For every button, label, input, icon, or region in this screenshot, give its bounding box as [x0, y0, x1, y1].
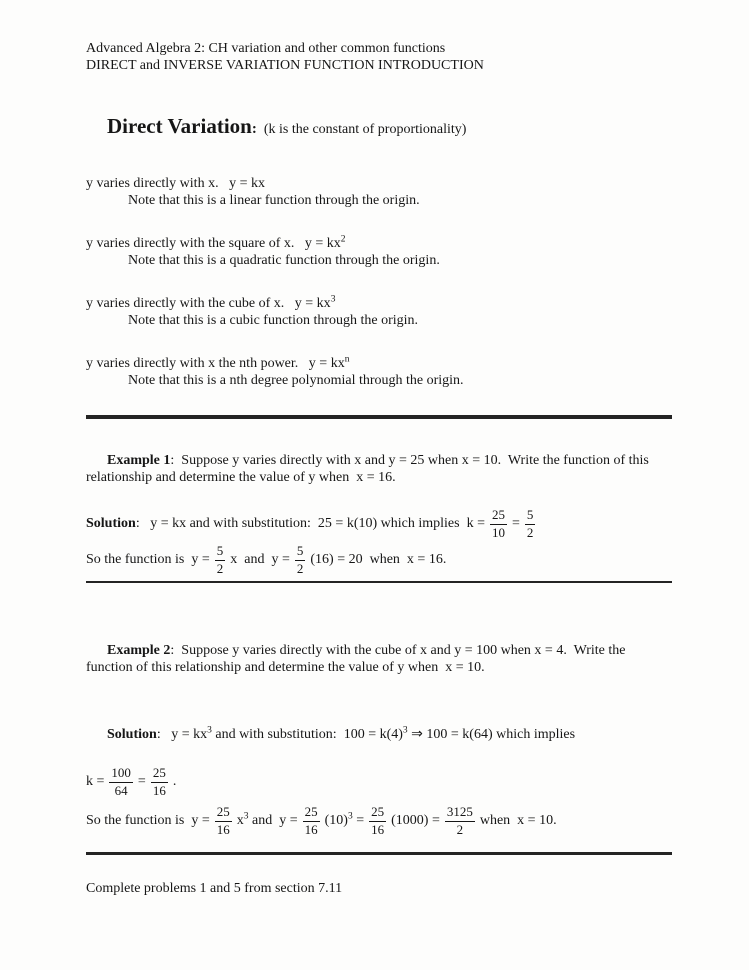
header-line-2: DIRECT and INVERSE VARIATION FUNCTION INTRODUCTION [86, 58, 484, 73]
variation-statement: y varies directly with x. y = kx [86, 176, 265, 191]
example1-prompt-text: : Suppose y varies directly with x and y = 25 when x = 10. Write the function of this relationship and determine the value of y when x = 16. [86, 453, 653, 485]
exponent: 2 [340, 234, 346, 245]
footer-instruction: Complete problems 1 and 5 from section 7.11 [86, 881, 343, 896]
solution-label: Solution [86, 516, 136, 531]
example2-result-line: So the function is y = $\frac{25}{16}$ $x^3$ and y = $\frac{25}{16}$ $(10)^3$ = $\frac{25}{16}$ (1000) = $\frac{3125}{2}$ when x = 10. [86, 803, 557, 837]
exponent: 3 [243, 811, 249, 822]
fraction-25-16: $\frac{25}{16}$ [152, 764, 166, 798]
solution-text: : y = kx and with substitution: 25 = k(10) which implies k = [135, 516, 485, 531]
variation-formula: y = kx [294, 296, 331, 311]
document-content [86, 40, 672, 897]
section-divider [86, 581, 672, 583]
variation-formula: y = kx [229, 176, 265, 191]
variation-formula: y = kx [308, 356, 345, 371]
variation-statement: y varies directly with the cube of x. $y = kx^3$ [86, 294, 336, 311]
exponent: 3 [347, 811, 353, 822]
fraction-25-10: $\frac{25}{10}$ [492, 506, 505, 540]
variation-item-nth-power [86, 355, 672, 389]
fraction-25-16: $\frac{25}{16}$ [304, 803, 318, 837]
variation-note: Note that this is a nth degree polynomial through the origin. [128, 373, 464, 388]
variation-item-linear [86, 175, 672, 209]
variation-note: Note that this is a cubic function through the origin. [128, 313, 419, 328]
fraction-5-2: $\frac{5}{2}$ [296, 542, 304, 576]
implies-arrow-text: ⇒ 100 = k(64) which implies [407, 727, 576, 742]
variation-note: Note that this is a linear function through the origin. [128, 193, 420, 208]
example1-label: Example 1 [107, 453, 171, 468]
equals-sign: = [137, 774, 146, 789]
example1-solution-line [86, 507, 672, 541]
example1-result-line: So the function is y = $\frac{5}{2}$ x and y = $\frac{5}{2}$ (16) = 20 when x = 16. [86, 542, 447, 576]
fraction-100-64: $\frac{100}{64}$ [111, 764, 131, 798]
variation-item-cubic [86, 295, 672, 329]
section-subtitle: (k is the constant of proportionality) [256, 122, 467, 137]
equals-sign: = [512, 516, 520, 531]
section-title: Direct Variation [107, 114, 252, 138]
example2-prompt [86, 625, 672, 693]
section-title-colon: : [251, 121, 257, 137]
fraction-25-16: $\frac{25}{16}$ [371, 803, 385, 837]
variation-item-quadratic [86, 235, 672, 269]
fraction-3125-2: $\frac{3125}{2}$ [446, 803, 473, 837]
variation-formula: y = kx [304, 236, 341, 251]
example2-solution-line: Solution: $y = kx^3$ and with substitution: $100 = k(4)^3$ ⇒ 100 = k(64) which implies [107, 725, 576, 742]
section-heading [86, 90, 672, 166]
section-divider [86, 852, 672, 855]
variation-statement: y varies directly with the square of x. $y = kx^2$ [86, 234, 346, 251]
exponent: 3 [207, 725, 212, 736]
course-header [86, 40, 672, 74]
example2-label: Example 2 [107, 643, 171, 658]
variation-note: Note that this is a quadratic function through the origin. [128, 253, 440, 268]
exponent: 3 [330, 294, 336, 305]
variation-statement: y varies directly with x the nth power. $y = kx^n$ [86, 354, 350, 371]
header-line-1: Advanced Algebra 2: CH variation and other common functions [86, 41, 446, 56]
fraction-5-2: $\frac{5}{2}$ [216, 542, 224, 576]
fraction-5-2: $\frac{5}{2}$ [526, 506, 534, 540]
solution-label: Solution [107, 727, 157, 742]
example1-prompt [86, 435, 672, 503]
exponent: 3 [402, 725, 408, 736]
section-divider [86, 415, 672, 419]
example2-k-line: k = $\frac{100}{64}$ = $\frac{25}{16}$ . [86, 764, 177, 798]
fraction-25-16: $\frac{25}{16}$ [216, 803, 230, 837]
exponent: n [344, 354, 350, 365]
example2-prompt-text: : Suppose y varies directly with the cube of x and y = 100 when x = 4. Write the function of this relationship and determine the value of y when x = 10. [86, 643, 629, 675]
